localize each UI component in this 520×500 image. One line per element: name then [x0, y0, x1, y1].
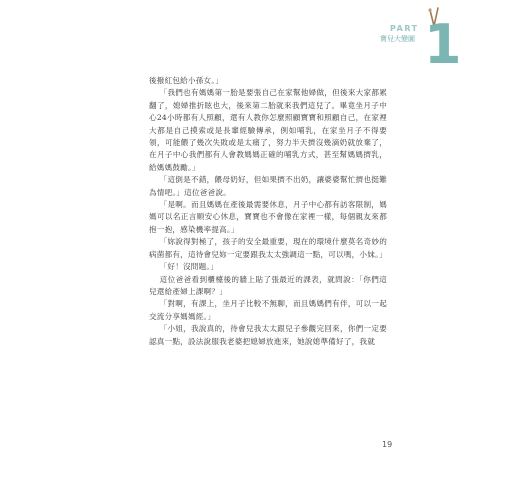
page-number: 19	[382, 440, 393, 449]
paragraph: 「是啊。而且媽媽在產後最需要休息，月子中心都有訪客限制，媽媽可以名正言順安心休息，寶寶也不會像在家裡一樣，每個親友來都抱一抱，感染機率提高。」	[149, 200, 387, 234]
paragraph: 這位爸爸看到櫃檯後的牆上貼了張最近的課表，就問說：「你們這兒還給產婦上課啊？」	[149, 274, 387, 296]
part-label: PART	[390, 24, 419, 33]
paragraph: 「好！沒問題。」	[159, 262, 219, 272]
paragraph: 「這倒是不錯，餵母奶好，但如果擠不出奶，讓婆婆幫忙擠也挺難為情吧。」這位爸爸說。	[149, 175, 387, 197]
part-number: 1	[424, 13, 462, 76]
section-title: 寶兒大變圖	[380, 35, 415, 43]
paragraph: 「妳說得對極了，孩子的安全最重要，現在的環境什麼莫名奇妙的病菌都有，這待會兒妳一定要跟我太太強調這一點，可以嗎，小妹。」	[149, 237, 387, 259]
body-text	[149, 75, 387, 348]
paragraph: 「我們也有媽媽第一胎是要張自己在家幫他婦做，但後來大家都累翻了，媳婦推折眩也大，後來第二胎就來我們這兒了。畢竟坐月子中心24小時都有人照顧，還有人教你怎麼照顧寶寶和照顧自己，在家裡大都是自己摸索或是長輩經驗傳承，例如哺乳，在家坐月子不得要領，可能餵了幾次失敗或是太痛了，努力半天擠沒幾滴奶就放棄了，在月子中心我們都有人會教媽媽正確的哺乳方式，甚至幫媽媽擠乳，給媽媽鼓勵。」	[149, 88, 387, 172]
paragraph: 「對啊，有課上，坐月子比較不無聊，而且媽媽們有伴，可以一起交流分享媽媽經。」	[149, 299, 387, 321]
chapter-header	[380, 13, 470, 76]
paragraph: 「小姐，我說真的，待會兒我太太跟兒子參觀完回來，你們一定要認真一點，設法說服我老婆把媳婦放進來，她說媳準備好了，我就	[149, 324, 387, 346]
paragraph: 後撥紅包給小孫女。」	[149, 76, 224, 85]
